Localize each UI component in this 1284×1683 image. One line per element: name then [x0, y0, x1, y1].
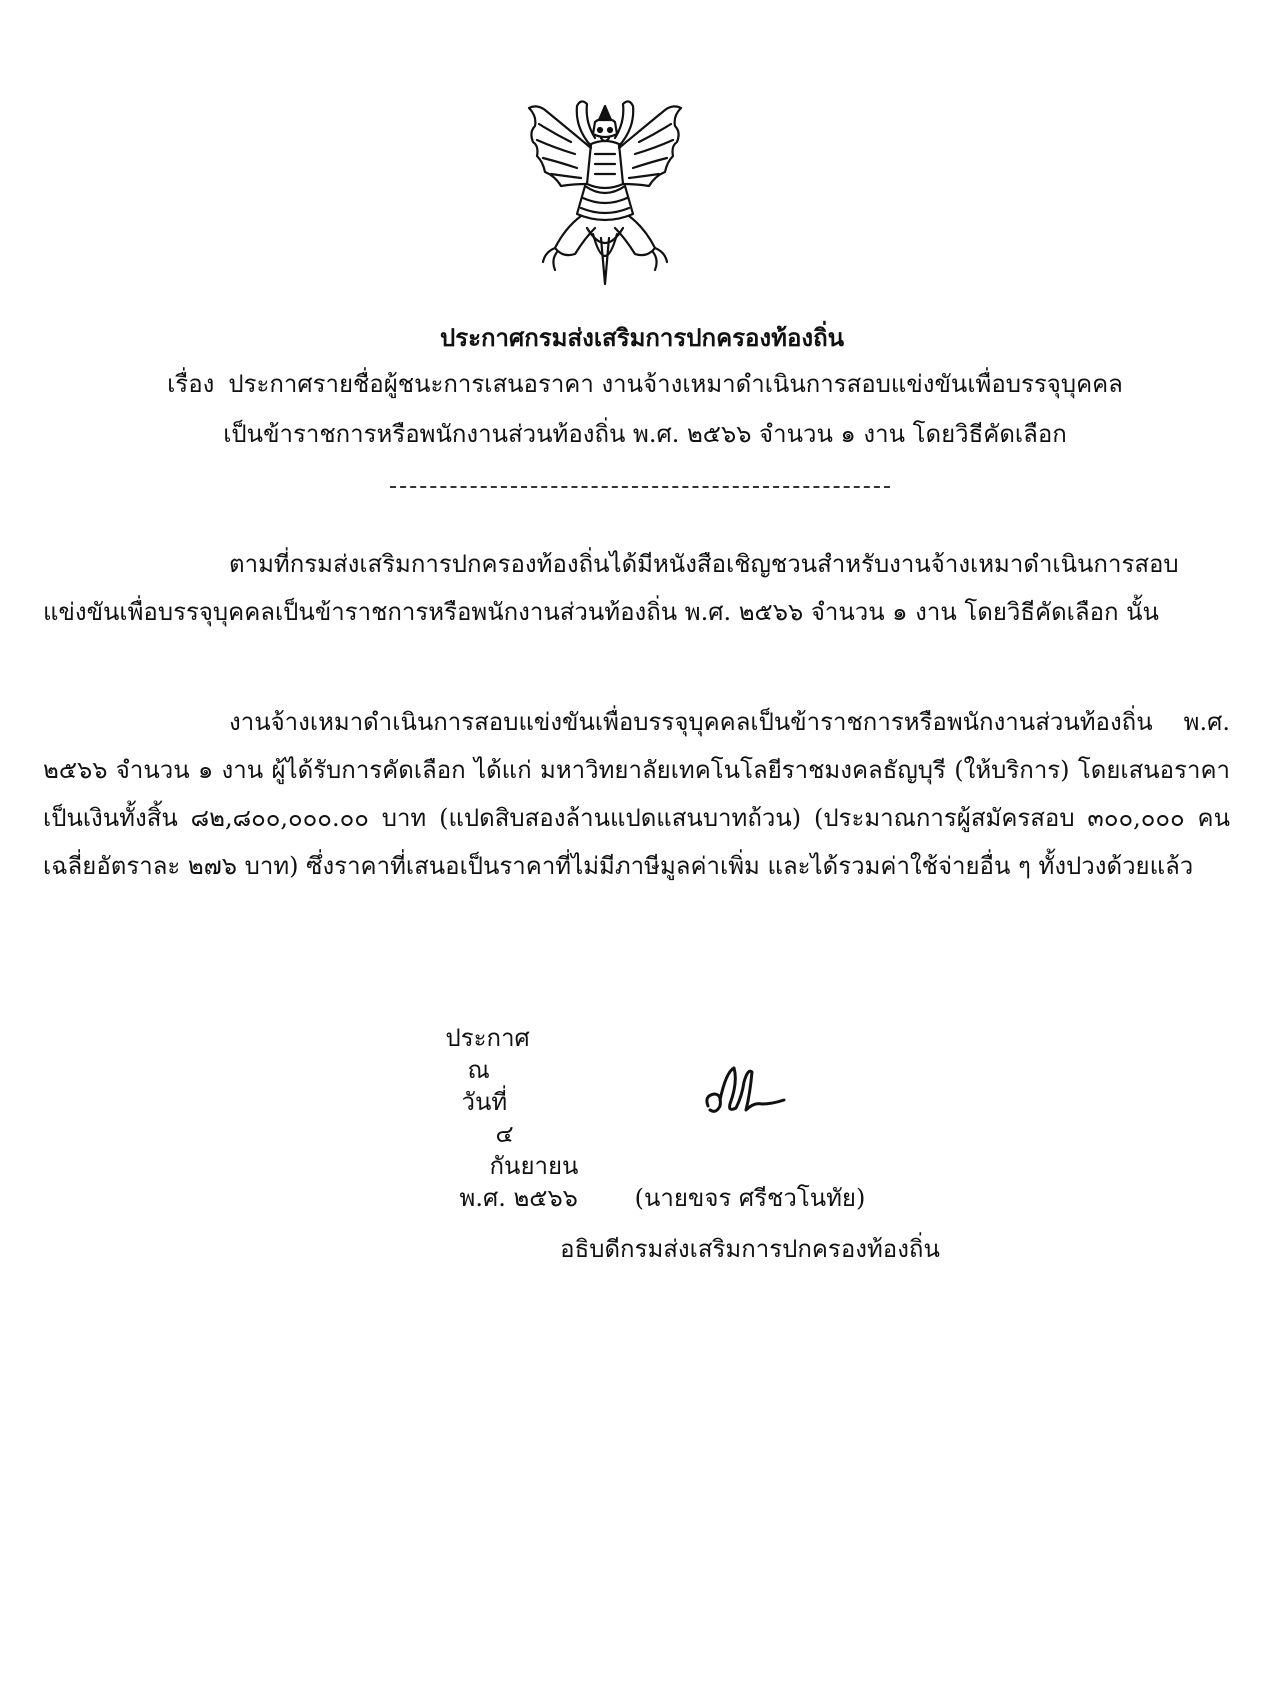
subject-line-1: [110, 368, 1180, 400]
divider: [390, 486, 890, 488]
garuda-emblem-icon: [515, 88, 695, 288]
date-at: ณ: [467, 1056, 490, 1084]
paragraph-award: งานจ้างเหมาดำเนินการสอบแข่งขันเพื่อบรรจุบุคคลเป็นข้าราชการหรือพนักงานส่วนท้องถิ่น พ.ศ. ๒๕๖๖ จำนวน ๑ งาน ผู้ได้รับการคัดเลือก ได้แก่ มหาวิทยาลัยเทคโนโลยีราชมงคลธัญบุรี (ให้บริการ) โดยเสนอราคา เป็นเงินทั้งสิ้น ๘๒,๘๐๐,๐๐๐.๐๐ บาท (แปดสิบสองล้านแปดแสนบาทถ้วน) (ประมาณการผู้สมัครสอบ ๓๐๐,๐๐๐ คน เฉลี่ยอัตราละ ๒๗๖ บาท) ซึ่งราคาที่เสนอเป็นราคาที่ไม่มีภาษีมูลค่าเพิ่ม และได้รวมค่าใช้จ่ายอื่น ๆ ทั้งปวงด้วยแล้ว: [43, 708, 1230, 880]
date-day: ๔: [495, 1120, 514, 1148]
signer-position: อธิบดีกรมส่งเสริมการปกครองท้องถิ่น: [560, 1235, 940, 1263]
subject-label: เรื่อง: [167, 370, 215, 398]
subject-text-1: ประกาศรายชื่อผู้ชนะการเสนอราคา งานจ้างเหมาดำเนินการสอบแข่งขันเพื่อบรรจุบุคคล: [228, 370, 1123, 398]
signer-name: (นายขจร ศรีชวโนทัย): [634, 1184, 866, 1212]
date-prefix: ประกาศ: [445, 1024, 530, 1052]
date-year: พ.ศ. ๒๕๖๖: [459, 1184, 578, 1212]
subject-line-2: เป็นข้าราชการหรือพนักงานส่วนท้องถิ่น พ.ศ. ๒๕๖๖ จำนวน ๑ งาน โดยวิธีคัดเลือก: [223, 420, 1067, 448]
date-month: กันยายน: [489, 1152, 579, 1180]
date-day-label: วันที่: [461, 1088, 508, 1116]
announcement-title: ประกาศกรมส่งเสริมการปกครองท้องถิ่น: [439, 323, 845, 352]
paragraph-invitation: ตามที่กรมส่งเสริมการปกครองท้องถิ่นได้มีหนังสือเชิญชวนสำหรับงานจ้างเหมาดำเนินการสอบแข่งขันเพื่อบรรจุบุคคลเป็นข้าราชการหรือพนักงานส่วนท้องถิ่น พ.ศ. ๒๕๖๖ จำนวน ๑ งาน โดยวิธีคัดเลือก นั้น: [43, 550, 1179, 626]
handwritten-signature-icon: [700, 1060, 790, 1120]
